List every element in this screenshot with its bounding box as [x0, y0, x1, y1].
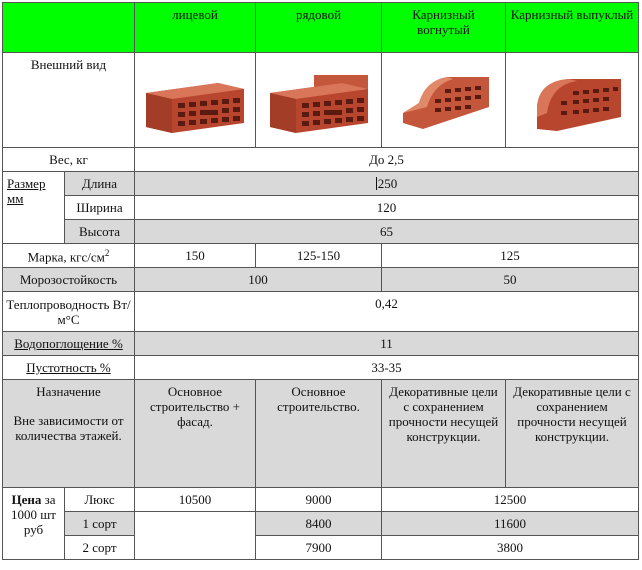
price-label-bold: Цена: [11, 492, 42, 507]
thermal-row: [3, 292, 639, 332]
price-s2-row: [3, 536, 639, 560]
brick-spec-table-container: [2, 2, 639, 560]
water-label: [3, 332, 135, 356]
brick-facing-cell: [135, 53, 256, 148]
voids-label: [3, 356, 135, 380]
price-s1-row: [3, 512, 639, 536]
size-label-text: Размер мм: [7, 176, 46, 206]
thermal-value: 0,42: [135, 292, 639, 332]
voids-row: [3, 356, 639, 380]
price-label-rest: за 1000 шт руб: [11, 492, 56, 537]
width-label: Ширина: [65, 196, 135, 220]
s2-v2: 7900: [256, 536, 382, 560]
grade-row: [3, 244, 639, 268]
appearance-row: [3, 53, 639, 148]
lux-v2: 9000: [256, 488, 382, 512]
brick-cornice-concave-cell: [382, 53, 506, 148]
water-label-text: Водопоглощение %: [14, 336, 123, 351]
s1-v2: 8400: [256, 512, 382, 536]
frost-v2: 50: [382, 268, 639, 292]
lux-v1: 10500: [135, 488, 256, 512]
length-label: Длина: [65, 172, 135, 196]
width-value: 120: [135, 196, 639, 220]
price-label: [3, 488, 65, 560]
height-value: 65: [135, 220, 639, 244]
price-empty-cell: [135, 512, 256, 560]
header-row: [3, 3, 639, 53]
height-label: Высота: [65, 220, 135, 244]
grade-label: [3, 244, 135, 268]
length-value: [135, 172, 639, 196]
size-width-row: [3, 196, 639, 220]
brick-ordinary-cell: [256, 53, 382, 148]
header-cornice-concave: Карнизный вогнутый: [382, 3, 506, 53]
frost-label: Морозостойкость: [3, 268, 135, 292]
water-value: 11: [135, 332, 639, 356]
purpose-label-a: Назначение: [36, 384, 101, 399]
frost-row: [3, 268, 639, 292]
price-lux-row: [3, 488, 639, 512]
header-ordinary: рядовой: [256, 3, 382, 53]
purpose-label-b: Вне зависимости от количества этажей.: [13, 413, 124, 443]
water-row: [3, 332, 639, 356]
header-corner-cell: [3, 3, 135, 53]
lux-label: Люкс: [65, 488, 135, 512]
brick-cornice-concave-image: [389, 73, 499, 135]
lux-v3: 12500: [382, 488, 639, 512]
purpose-v1: Основное строительство + фасад.: [135, 380, 256, 488]
s2-label: 2 сорт: [65, 536, 135, 560]
weight-row: [3, 148, 639, 172]
grade-v3: 125: [382, 244, 639, 268]
length-value-text: 250: [377, 176, 398, 191]
grade-label-text: Марка, кгс/см: [27, 249, 105, 265]
text-caret: [376, 177, 377, 190]
size-height-row: [3, 220, 639, 244]
grade-v2: 125-150: [256, 244, 382, 268]
header-cornice-convex: Карнизный выпуклый: [506, 3, 639, 53]
s1-v3: 11600: [382, 512, 639, 536]
frost-v1: 100: [135, 268, 382, 292]
purpose-row: [3, 380, 639, 488]
grade-v1: 150: [135, 244, 256, 268]
purpose-v4: Декоративные цели с сохранением прочности несущей конструкции.: [506, 380, 639, 488]
grade-label-sup: 2: [104, 248, 110, 259]
brick-facing-image: [140, 71, 250, 137]
weight-label: Вес, кг: [3, 148, 135, 172]
purpose-v3: Декоративные цели с сохранением прочности несущей конструкции.: [382, 380, 506, 488]
brick-spec-table: [2, 2, 639, 560]
voids-label-text: Пустотность %: [26, 360, 111, 375]
voids-value: 33-35: [135, 356, 639, 380]
s1-label: 1 сорт: [65, 512, 135, 536]
brick-cornice-convex-cell: [506, 53, 639, 148]
s2-v3: 3800: [382, 536, 639, 560]
purpose-label: [3, 380, 135, 488]
brick-ordinary-image: [264, 71, 374, 137]
weight-value: До 2,5: [135, 148, 639, 172]
size-label: [3, 172, 65, 244]
appearance-label: Внешний вид: [3, 53, 135, 148]
size-length-row: [3, 172, 639, 196]
header-facing: лицевой: [135, 3, 256, 53]
brick-cornice-convex-image: [517, 73, 627, 135]
thermal-label: Теплопроводность Вт/м°С: [3, 292, 135, 332]
purpose-v2: Основное строительство.: [256, 380, 382, 488]
